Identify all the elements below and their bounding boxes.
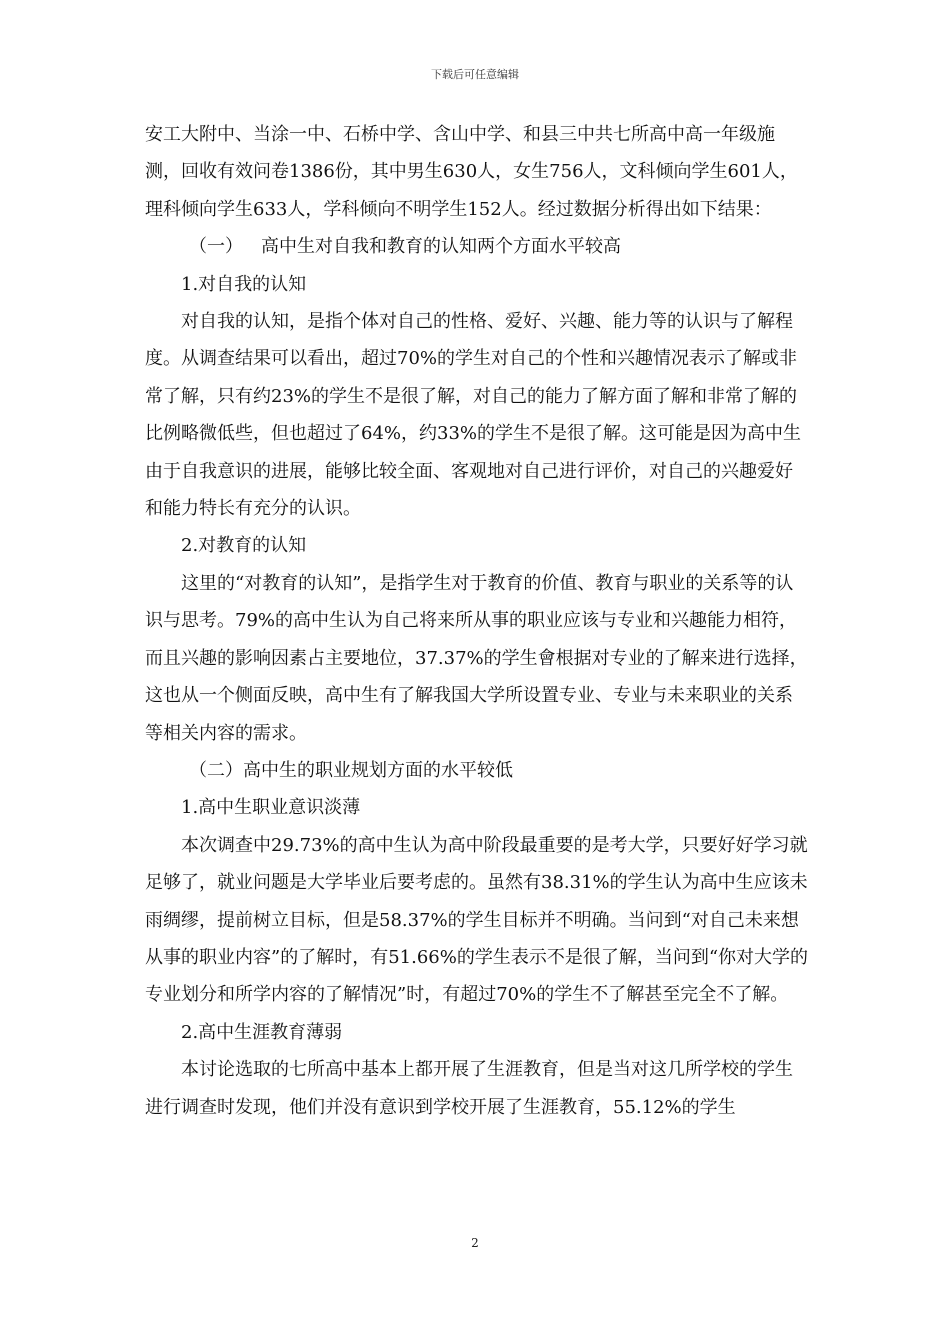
section-heading-2: （二）高中生的职业规划方面的水平较低 [189, 759, 513, 781]
paragraph-self-cognition: 对自我的认知，是指个体对自己的性格、爱好、兴趣、能力等的认识与了解程度。从调查结果可以看出，超过70%的学生对自己的个性和兴趣情况表示了解或非常了解，只有约23%的学生不是很了解，对自己的能力了解方面了解和非常了解的比例略微低些，但也超过了64%，约33%的学生不是很了解。这可能是因为高中生由于自我意识的进展，能够比较全面、客观地对自己进行评价，对自己的兴趣爱好和能力特长有充分的认识。 [145, 311, 802, 520]
intro-paragraph: 安工大附中、当涂一中、石桥中学、含山中学、和县三中共七所高中高一年级施测，回收有效问卷1386份，其中男生630人，女生756人，文科倾向学生601人，理科倾向学生633人，学科倾向不明学生152人。经过数据分析得出如下结果： [145, 124, 798, 220]
subheading-career-awareness: 1.高中生职业意识淡薄 [181, 797, 361, 819]
section-heading-1-number: （一） [189, 236, 243, 258]
paragraph-education-cognition: 这里的“对教育的认知”，是指学生对于教育的价值、教育与职业的关系等的认识与思考。79%的高中生认为自己将来所从事的职业应该与专业和兴趣能力相符，而且兴趣的影响因素占主要地位，37.37%的学生會根据对专业的了解来进行选择，这也从一个侧面反映，高中生有了解我国大学所设置专业、专业与未来职业的关系等相关内容的需求。 [145, 572, 808, 744]
page-number: 2 [471, 1236, 479, 1250]
section-heading-1-title: 高中生对自我和教育的认知两个方面水平较高 [261, 236, 621, 258]
page-header-note: 下载后可任意编辑 [431, 68, 519, 81]
subheading-career-education: 2.高中生涯教育薄弱 [181, 1021, 343, 1043]
subheading-self-cognition: 1.对自我的认知 [181, 273, 307, 295]
paragraph-career-education: 本讨论选取的七所高中基本上都开展了生涯教育，但是当对这几所学校的学生进行调查时发现，他们并没有意识到学校开展了生涯教育，55.12%的学生 [145, 1059, 793, 1118]
section-heading-1 [145, 228, 809, 265]
subheading-education-cognition: 2.对教育的认知 [181, 535, 307, 557]
paragraph-career-awareness: 本次调查中29.73%的高中生认为高中阶段最重要的是考大学，只要好好学习就足够了，就业问题是大学毕业后要考虑的。虽然有38.31%的学生认为高中生应该未雨绸缪，提前树立目标，但是58.37%的学生目标并不明确。当问到“对自己未来想从事的职业内容”的了解时，有51.66%的学生表示不是很了解，当问到“你对大学的专业划分和所学内容的了解情况”时，有超过70%的学生不了解甚至完全不了解。 [145, 834, 809, 1006]
document-body [145, 116, 809, 1126]
